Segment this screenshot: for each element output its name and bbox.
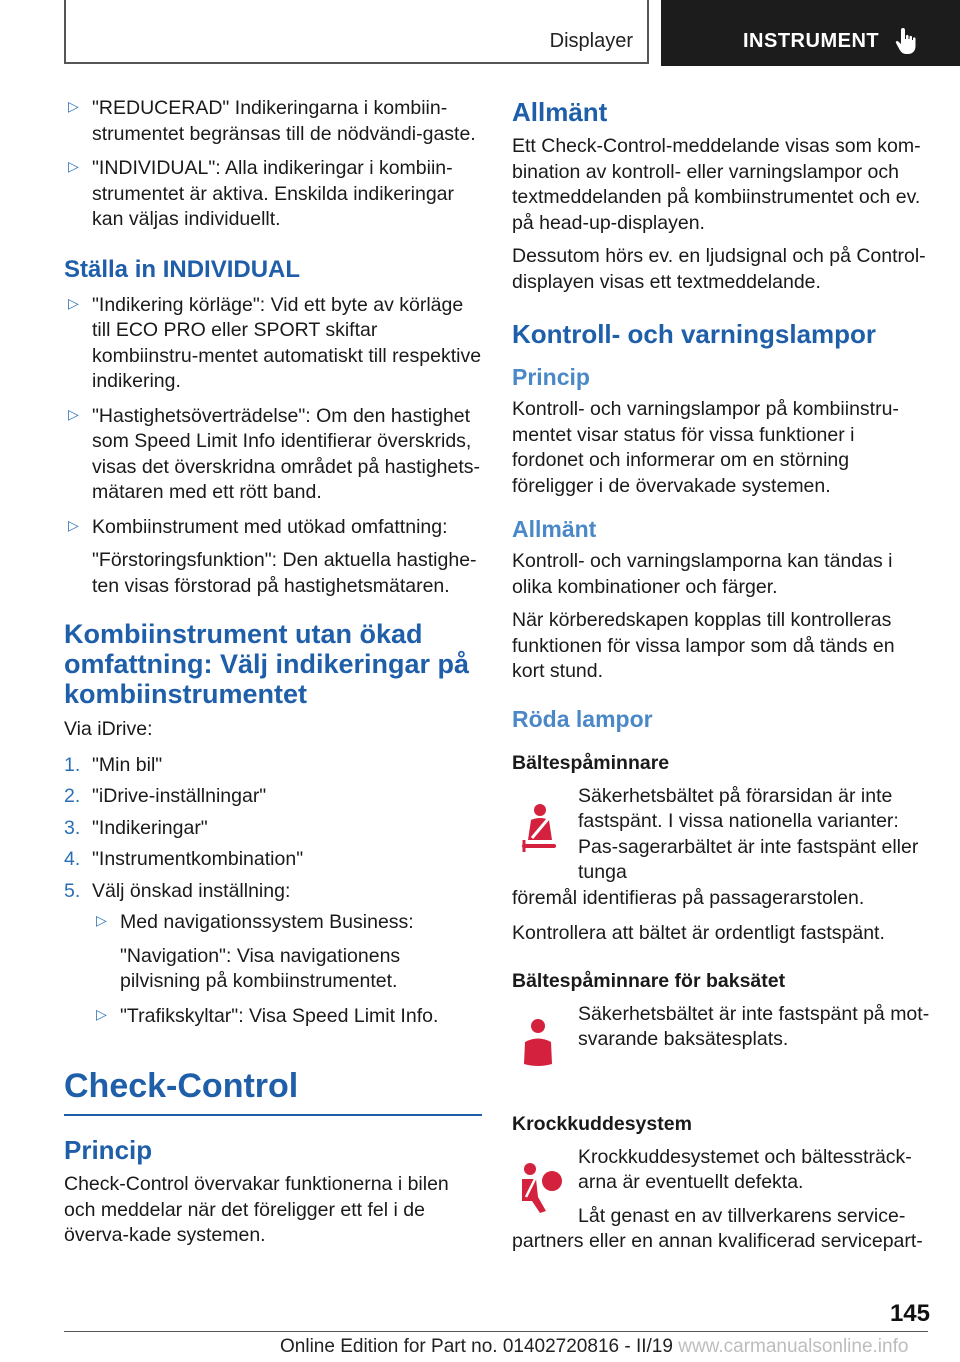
triangle-bullet-icon: ▷ xyxy=(68,158,79,174)
warning-title: Krockkuddesystem xyxy=(512,1112,692,1135)
warning-text-cont: föremål identifieras på passagerarstolen. xyxy=(512,886,865,909)
triangle-bullet-icon: ▷ xyxy=(68,405,79,422)
step-number: 1. xyxy=(64,753,81,776)
step-item xyxy=(64,816,482,842)
rear-seatbelt-warning-icon xyxy=(512,1014,578,1080)
allmant2-text: När körberedskapen kopplas till kontrolleras funktionen för vissa lampor som då tänds en kort stund. xyxy=(512,609,895,682)
list-item-text: "REDUCERAD" Indikeringarna i kombiin-strumentet begränsas till de nödvändi-gaste. xyxy=(92,97,476,145)
warning-title: Bältespåminnare för baksätet xyxy=(512,969,786,992)
tab-displayer-label: Displayer xyxy=(549,30,633,52)
heading-check-control: Check-Control xyxy=(64,1067,299,1105)
heading-princip: Princip xyxy=(64,1135,153,1165)
step-number: 4. xyxy=(64,848,81,870)
list-item-text: "INDIVIDUAL": Alla indikeringar i kombiin-strumentet är aktiva. Enskilda indikeringar kan väljas individuellt. xyxy=(92,157,454,230)
triangle-bullet-icon: ▷ xyxy=(96,1005,107,1022)
footer-edition xyxy=(280,1336,908,1358)
heading-individual: Ställa in INDIVIDUAL xyxy=(64,255,301,283)
allmant2-text: Kontroll- och varningslamporna kan tändas i olika kombinationer och färger. xyxy=(512,550,893,598)
footer-edition-text: Online Edition for Part no. 01402720816 - II/19 xyxy=(280,1336,673,1357)
step-number: 5. xyxy=(64,879,81,902)
warning-text: Krockkuddesystemet och bältessträck-arna är eventuellt defekta. xyxy=(578,1145,912,1193)
seatbelt-warning-icon xyxy=(512,796,578,862)
step-item xyxy=(64,847,482,873)
triangle-bullet-icon: ▷ xyxy=(68,98,79,114)
footer-watermark: www.carmanualsonline.info xyxy=(678,1336,909,1357)
warning-text-cont: partners eller en annan kvalificerad servicepart- xyxy=(512,1230,923,1252)
warning-item xyxy=(512,1145,930,1255)
step-item xyxy=(64,753,482,779)
step-text: "Min bil" xyxy=(92,753,163,776)
triangle-bullet-icon: ▷ xyxy=(96,912,107,928)
step-text: "iDrive-inställningar" xyxy=(92,785,267,807)
list-item xyxy=(92,1004,482,1030)
list-item-text: "Trafikskyltar": Visa Speed Limit Info. xyxy=(120,1004,439,1027)
warning-item xyxy=(512,784,930,912)
header-tabs xyxy=(0,0,960,66)
heading-princip-right: Princip xyxy=(512,364,590,390)
princip-right-text: Kontroll- och varningslampor på kombiinstru-mentet visar status för vissa funktioner i fordonet och informerar om en störning föreligger i de övervakade systemen. xyxy=(512,398,899,497)
footer-divider xyxy=(64,1331,928,1332)
nested-list xyxy=(92,910,482,1029)
list-item-text: "Hastighetsöverträdelse": Om den hastighet som Speed Limit Info identifierar överskrids, visas det överskridna området på hastighets-mätaren med ett rött band. xyxy=(92,404,481,503)
list-item-detail: "Navigation": Visa navigationens pilvisning på kombiinstrumentet. xyxy=(120,944,401,992)
warning-instruction: Kontrollera att bältet är ordentligt fastspänt. xyxy=(512,922,885,944)
list-item xyxy=(64,156,482,233)
list-item-detail: "Förstoringsfunktion": Den aktuella hastighe-ten visas förstorad på hastighetsmätaren. xyxy=(92,549,477,597)
heading-lampor: Kontroll- och varningslampor xyxy=(512,319,877,349)
step-number: 2. xyxy=(64,785,81,807)
hand-pointer-icon xyxy=(894,26,920,56)
step-item xyxy=(64,784,482,810)
allmant-text: Ett Check-Control-meddelande visas som kom-bination av kontroll- eller varningslampor och textmeddelanden på kombiinstrumentet och ev. på head-up-displayen. xyxy=(512,135,921,234)
warning-text: Säkerhetsbältet på förarsidan är inte fastspänt. I vissa nationella varianter: Pas-sagerarbältet är inte fastspänt eller tunga xyxy=(578,784,919,883)
warning-item xyxy=(512,1002,930,1080)
right-column xyxy=(512,96,930,1265)
step-number: 3. xyxy=(64,816,81,839)
step-text: "Instrumentkombination" xyxy=(92,848,304,870)
triangle-bullet-icon: ▷ xyxy=(68,516,79,533)
allmant-text: Dessutom hörs ev. en ljudsignal och på Control-displayen visas ett textmeddelande. xyxy=(512,245,926,293)
left-column xyxy=(64,96,482,1249)
princip-text: Check-Control övervakar funktionerna i bilen och meddelar när det föreligger ett fel i de överva-kade systemen. xyxy=(64,1173,449,1246)
airbag-warning-icon xyxy=(512,1157,578,1223)
step-item xyxy=(64,879,482,905)
triangle-bullet-icon: ▷ xyxy=(68,294,79,311)
warning-text: Säkerhetsbältet är inte fastspänt på mot-svarande baksätesplats. xyxy=(578,1002,930,1050)
warning-title: Bältespåminnare xyxy=(512,751,670,774)
via-idrive: Via iDrive: xyxy=(64,718,153,740)
heading-allmant: Allmänt xyxy=(512,97,608,127)
step-text: Välj önskad inställning: xyxy=(92,879,291,902)
list-item xyxy=(64,515,482,600)
heading-roda-lampor: Röda lampor xyxy=(512,705,653,732)
list-item xyxy=(64,404,482,506)
section-divider xyxy=(64,1114,482,1116)
heading-allmant-2: Allmänt xyxy=(512,516,597,542)
list-item-text: Med navigationssystem Business: xyxy=(120,911,414,933)
step-text: "Indikeringar" xyxy=(92,816,208,839)
tab-instrument-label: INSTRUMENT xyxy=(743,30,880,52)
list-item xyxy=(92,910,482,995)
list-item-text: Kombiinstrument med utökad omfattning: xyxy=(92,515,448,538)
warning-text: Låt genast en av tillverkarens service- xyxy=(578,1204,906,1227)
heading-kombi: Kombiinstrument utan ökad omfattning: Välj indikeringar på kombiinstrumentet xyxy=(64,619,470,709)
page-number: 145 xyxy=(889,1300,930,1327)
list-item xyxy=(64,293,482,395)
tab-displayer[interactable] xyxy=(64,0,649,64)
list-item xyxy=(64,96,482,147)
list-item-text: "Indikering körläge": Vid ett byte av körläge till ECO PRO eller SPORT skiftar kombiinstru-mentet automatiskt till respektive indikering. xyxy=(92,293,482,392)
